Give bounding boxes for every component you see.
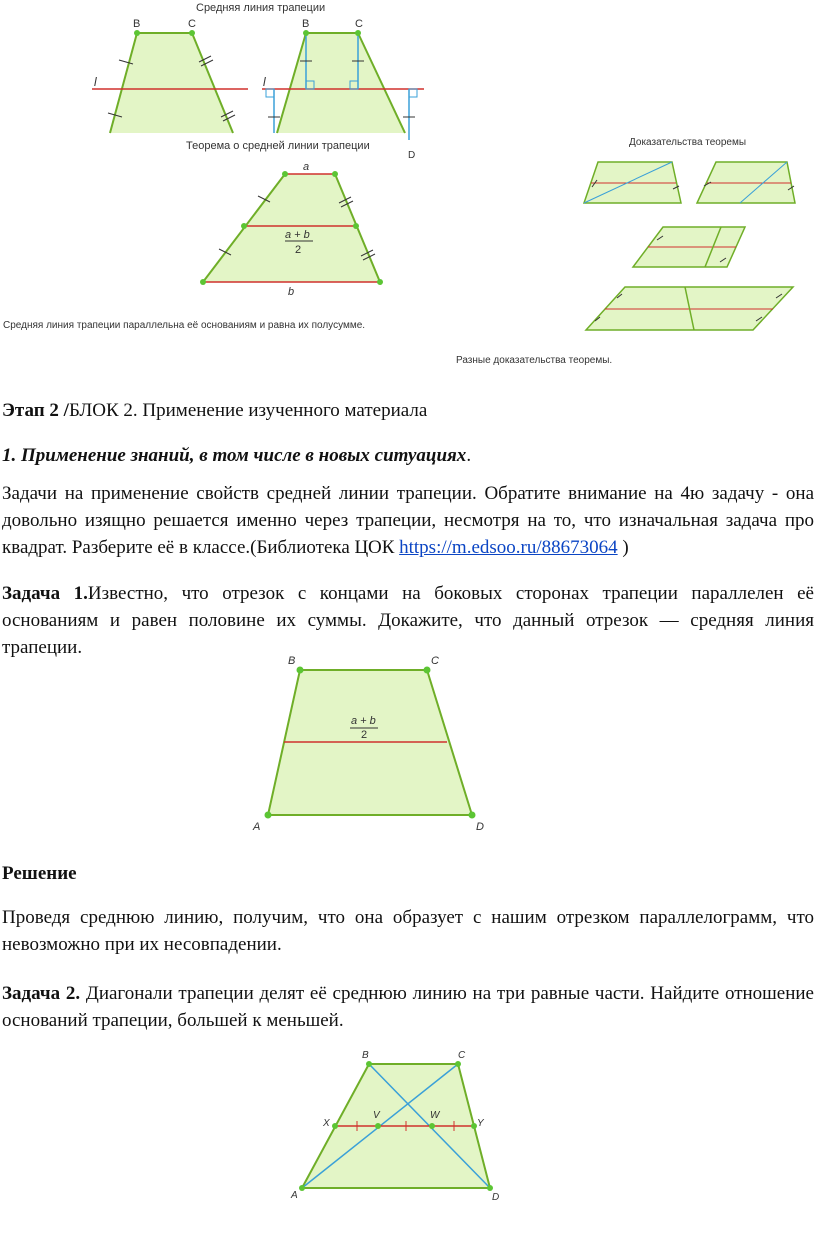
task2-figure — [280, 1046, 520, 1216]
caption-left: Средняя линия трапеции параллельна её основаниям и равна их полусумме. — [3, 320, 366, 331]
trapezoid-1 — [92, 18, 248, 133]
t2-label-y: Y — [477, 1118, 484, 1129]
theorem-trapezoid — [200, 161, 383, 298]
stage-normal: БЛОК 2. Применение изученного материала — [68, 400, 428, 421]
stage-heading — [2, 397, 814, 424]
t1-frac-num: a + b — [351, 715, 376, 727]
frac-den: 2 — [295, 244, 302, 256]
task1-figure — [240, 648, 500, 838]
edsoo-link[interactable]: https://m.edsoo.ru/88673064 — [399, 537, 618, 558]
proof-figure-2 — [697, 162, 795, 203]
stage-bold: Этап 2 / — [2, 400, 69, 421]
intro-text: Задачи на применение свойств средней линии трапеции. Обратите внимание на 4ю задачу - она довольно изящно решается именно через трапеции, несмотря на то, что изначальная задача про квадрат. Разберите её в классе.(Библиотека ЦОК — [2, 483, 814, 558]
t2-label-v: V — [373, 1110, 380, 1121]
t2-label-b: B — [362, 1050, 369, 1061]
proof-figure-4 — [586, 287, 793, 330]
t1-frac-den: 2 — [361, 729, 368, 741]
t2-label-x: X — [323, 1118, 330, 1129]
task1-label: Задача 1. — [2, 583, 88, 604]
t1-label-c: C — [431, 655, 439, 667]
label-d-top: D — [408, 150, 416, 161]
solution-paragraph — [2, 904, 814, 958]
task1-text: Известно, что отрезок с концами на боковых сторонах трапеции параллелен её основаниям и равен половине их суммы. Докажите, что данный отрезок — средняя линия трапеции. — [2, 583, 814, 658]
solution-heading: Решение — [2, 863, 77, 884]
solution-title — [2, 860, 814, 887]
proof-figure-1 — [584, 162, 681, 203]
label-c-2: C — [355, 18, 363, 30]
frac-num: a + b — [285, 229, 310, 241]
intro-paragraph — [2, 480, 814, 561]
t2-label-d: D — [492, 1192, 500, 1203]
proofs-title: Доказательства теоремы — [629, 137, 747, 148]
section-dot: . — [466, 445, 472, 466]
intro-after: ) — [617, 537, 629, 558]
t1-label-a: A — [253, 821, 261, 833]
label-l-2: l — [263, 75, 266, 89]
label-b-2: B — [302, 18, 310, 30]
task2-paragraph — [2, 980, 814, 1034]
solution-text: Проведя среднюю линию, получим, что она образует с нашим отрезком параллелограмм, что невозможно при их несовпадении. — [2, 907, 814, 955]
top-title: Средняя линия трапеции — [196, 2, 326, 14]
proof-figure-3 — [633, 227, 745, 267]
t2-label-c: C — [458, 1050, 466, 1061]
label-l: l — [94, 75, 97, 89]
caption-right: Разные доказательства теоремы. — [456, 355, 613, 366]
t1-label-b: B — [288, 655, 296, 667]
label-a: a — [303, 161, 310, 173]
task2-label: Задача 2. — [2, 983, 81, 1004]
t2-label-w: W — [430, 1110, 440, 1121]
top-figure — [0, 0, 816, 380]
section-title — [2, 442, 814, 469]
label-b-base: b — [288, 286, 295, 298]
section-title-text: 1. Применение знаний, в том числе в новых ситуациях — [2, 445, 467, 466]
label-c: C — [188, 18, 196, 30]
task2-text: Диагонали трапеции делят её среднюю линию на три равные части. Найдите отношение оснований трапеции, большей к меньшей. — [2, 983, 814, 1031]
t2-label-a: A — [291, 1190, 298, 1201]
t1-label-d: D — [476, 821, 484, 833]
theorem-title: Теорема о средней линии трапеции — [186, 140, 370, 152]
label-b: B — [133, 18, 141, 30]
